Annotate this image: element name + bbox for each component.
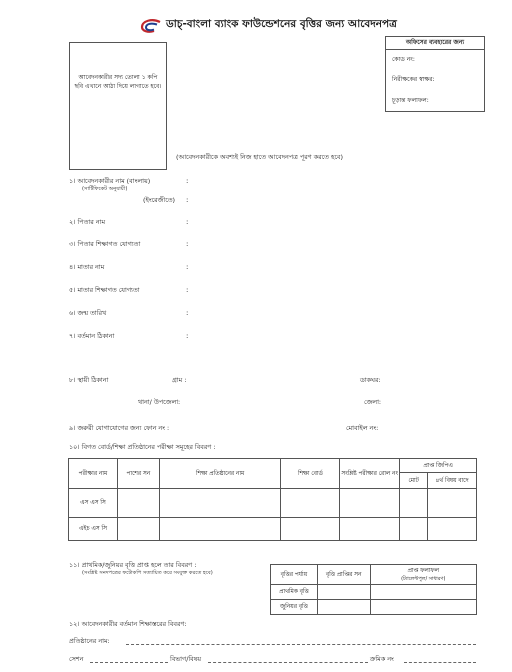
- office-use-title: অফিসের ব্যবহারের জন্য: [386, 37, 484, 50]
- session-label: সেশন: [69, 655, 84, 663]
- father-name-label: ২। পিতার নাম: [69, 218, 106, 226]
- roll-no-line[interactable]: [404, 662, 476, 663]
- institution-header: শিক্ষা প্রতিষ্ঠানের নাম: [159, 459, 281, 489]
- colon: :: [186, 240, 189, 248]
- mobile-label: মোবাইল নং:: [346, 424, 379, 432]
- department-line[interactable]: [208, 662, 368, 663]
- inspector-signature-label: নিরীক্ষকের স্বাক্ষর:: [392, 76, 435, 83]
- cell[interactable]: [340, 489, 400, 518]
- pass-year-header: পাশের সন: [117, 459, 159, 489]
- mother-name-label: ৪। মাতার নাম: [69, 263, 105, 271]
- applicant-name-note: (সার্টিফিকেট অনুযায়ী): [82, 186, 128, 192]
- cell[interactable]: [400, 489, 428, 518]
- scholarship-note-line: (সংশ্লিষ্ট সনদপত্রের ফটোকপি সত্যায়িত করে সংযুক্ত করতে হবে): [82, 570, 213, 576]
- department-label: বিভাগ/বিষয়: [170, 655, 202, 663]
- colon: :: [186, 309, 189, 317]
- scholarship-result-title: প্রাপ্ত ফলাফল: [407, 567, 439, 574]
- gpa-total-header: মোট: [400, 473, 428, 489]
- scholarship-result-header: [370, 565, 476, 585]
- table-row: [69, 489, 477, 518]
- cell[interactable]: [281, 518, 340, 541]
- colon: :: [186, 177, 189, 185]
- father-education-label: ৩। পিতার শিক্ষাগত যোগ্যতা: [69, 240, 141, 248]
- institution-name-line[interactable]: [126, 644, 476, 645]
- row-label-junior: জুনিয়র বৃত্তি: [271, 600, 318, 615]
- colon: :: [186, 286, 189, 294]
- cell[interactable]: [428, 518, 477, 541]
- final-result-label: চূড়ান্ত ফলাফল:: [392, 97, 429, 104]
- village-label: গ্রাম :: [172, 376, 187, 384]
- current-education-label: ১২। আবেদনকারীর বর্তমান শিক্ষাস্তরের বিবরণ:: [69, 620, 187, 628]
- applicant-name-bangla-label: ১। আবেদনকারীর নাম (বাংলায়): [69, 177, 151, 185]
- cell[interactable]: [340, 518, 400, 541]
- cell[interactable]: [117, 518, 159, 541]
- cell[interactable]: [281, 489, 340, 518]
- photo-instruction: আবেদনকারীর সদ্য তোলা ১ কপি ছবি এখানে আঠা দিয়ে লাগাতে হবে।: [74, 74, 162, 90]
- scholarship-history-label: ১১। প্রাথমিক/জুনিয়র বৃত্তি প্রাপ্ত হলে তার বিবরণ :: [69, 561, 197, 569]
- cell[interactable]: [159, 518, 281, 541]
- row-label-ssc: এস এস সি: [69, 489, 118, 518]
- emergency-phone-label: ৯। জরুরী যোগাযোগের জন্য ফোন নং :: [69, 424, 170, 432]
- permanent-address-label: ৮। স্থায়ী ঠিকানা: [69, 376, 109, 384]
- board-header: শিক্ষা বোর্ড: [281, 459, 340, 489]
- institution-name-label: প্রতিষ্ঠানের নাম:: [69, 637, 110, 645]
- gpa-header: প্রাপ্ত জিপিএ: [400, 459, 477, 473]
- colon: :: [186, 332, 189, 340]
- row-label-hsc: এইচ এস সি: [69, 518, 118, 541]
- colon: :: [186, 263, 189, 271]
- photo-box[interactable]: [69, 42, 167, 170]
- table-row: [271, 585, 477, 600]
- scholarship-table: [270, 564, 477, 615]
- cell[interactable]: [370, 600, 476, 615]
- cell[interactable]: [370, 585, 476, 600]
- table-row: [271, 600, 477, 615]
- bank-logo-icon: [140, 19, 162, 33]
- cell[interactable]: [317, 600, 370, 615]
- mother-education-label: ৫। মাতার শিক্ষাগত যোগ্যতা: [69, 286, 140, 294]
- cell[interactable]: [317, 585, 370, 600]
- cell[interactable]: [400, 518, 428, 541]
- code-no-label: কোড নং:: [392, 56, 415, 63]
- exam-history-label: ১০। বিগত বোর্ড/শিক্ষা প্রতিষ্ঠানের পরীক্ষা সমূহের বিবরণ :: [69, 443, 216, 451]
- instruction-note: (আবেদনকারীকে অবশ্যই নিজ হাতে আবেদনপত্র পূরণ করতে হবে): [176, 153, 343, 161]
- exam-name-header: পরীক্ষার নাম: [69, 459, 118, 489]
- scholarship-level-header: বৃত্তির পর্যায়: [271, 565, 318, 585]
- scholarship-year-header: বৃত্তি প্রাপ্তির সন: [317, 565, 370, 585]
- colon: :: [186, 196, 189, 204]
- district-label: জেলা:: [364, 398, 382, 406]
- gpa-without-4th-header: ৪র্থ বিষয় বাদে: [428, 473, 477, 489]
- office-use-box: [385, 36, 485, 112]
- table-row: [69, 518, 477, 541]
- cell[interactable]: [117, 489, 159, 518]
- exam-history-table: [68, 458, 477, 541]
- session-line[interactable]: [90, 662, 168, 663]
- present-address-label: ৭। বর্তমান ঠিকানা: [69, 332, 115, 340]
- roll-no-label: ক্রমিক নং: [370, 655, 394, 663]
- page-title: ডাচ্-বাংলা ব্যাংক ফাউন্ডেশনের বৃত্তির জন্য আবেদনপত্র: [166, 18, 397, 30]
- birth-date-label: ৬। জন্ম তারিখ: [69, 309, 107, 317]
- cell[interactable]: [159, 489, 281, 518]
- row-label-primary: প্রাথমিক বৃত্তি: [271, 585, 318, 600]
- colon: :: [186, 218, 189, 226]
- cell[interactable]: [428, 489, 477, 518]
- post-office-label: ডাকঘর:: [360, 376, 381, 384]
- applicant-name-english-label: (ইংরেজীতে): [143, 196, 176, 204]
- scholarship-result-sub: (ট্যালেন্টপুল/ সাধারণ): [401, 575, 446, 582]
- thana-label: থানা/ উপজেলা:: [138, 398, 181, 406]
- roll-header: সংশ্লিষ্ট পরীক্ষার রোল নং: [340, 459, 400, 489]
